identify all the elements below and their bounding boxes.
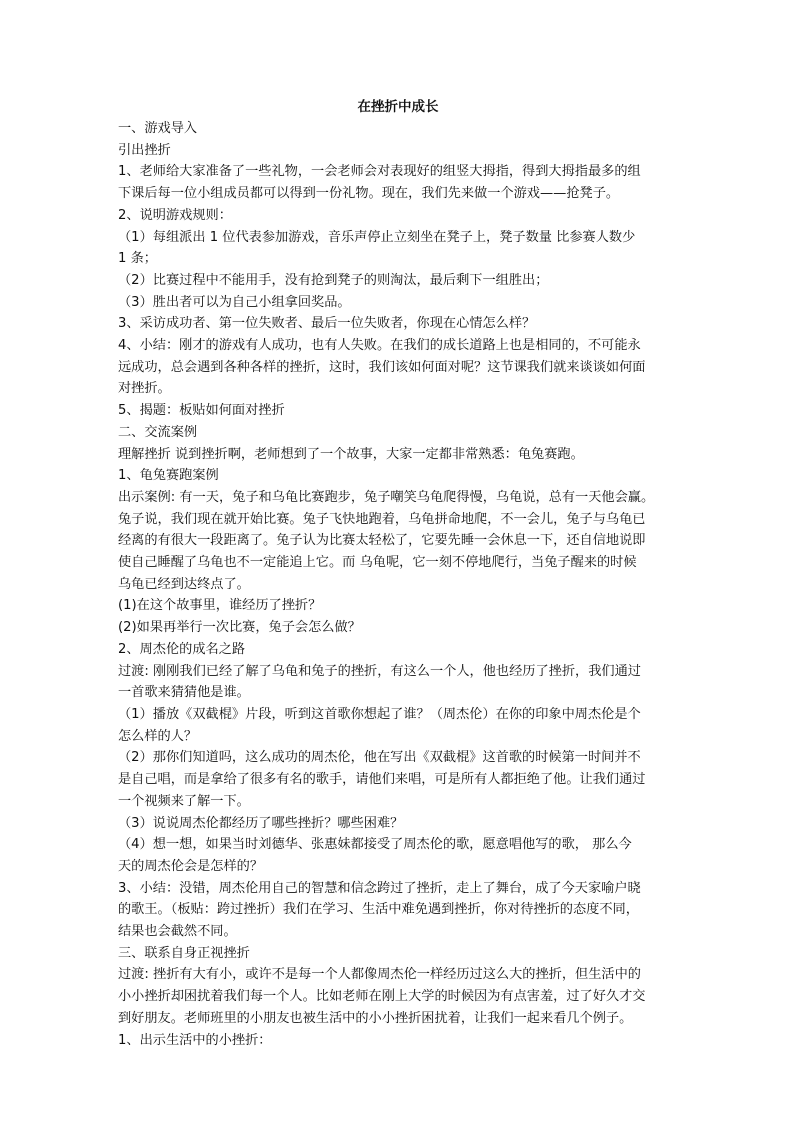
body-line: 过渡: 刚刚我们已经了解了乌龟和兔子的挫折，有这么一个人，他也经历了挫折，我们通过 bbox=[118, 663, 641, 679]
document-page bbox=[118, 96, 678, 1051]
body-line: 5、揭题：板贴如何面对挫折 bbox=[118, 403, 285, 419]
body-line: 一、游戏导入 bbox=[118, 121, 198, 136]
body-line: 2、周杰伦的成名之路 bbox=[118, 641, 246, 657]
body-line: 怎么样的人？ bbox=[118, 728, 198, 744]
body-line: 二、交流案例 bbox=[118, 424, 198, 440]
body-line: 一个视频来了解一下。 bbox=[118, 793, 250, 809]
body-line: 4、小结：刚才的游戏有人成功，也有人失败。在我们的成长道路上也是相同的，不可能永 bbox=[118, 338, 641, 354]
body-line: 兔子说，我们现在就开始比赛。兔子飞快地跑着，乌龟拼命地爬，不一会儿，兔子与乌龟已 bbox=[118, 511, 646, 527]
body-line: 小小挫折却困扰着我们每一个人。比如老师在刚上大学的时候因为有点害羞，过了好久才交 bbox=[118, 989, 646, 1005]
body-line: （2）那你们知道吗，这么成功的周杰伦，他在写出《双截棍》这首歌的时候第一时间并不 bbox=[118, 750, 641, 766]
body-line: （1）播放《双截棍》片段，听到这首歌你想起了谁？（周杰伦）在你的印象中周杰伦是个 bbox=[118, 706, 641, 722]
body-line: 1 条； bbox=[118, 251, 157, 267]
body-line: （3）胜出者可以为自己小组拿回奖品。 bbox=[118, 294, 351, 310]
body-line: 1、出示生活中的小挫折： bbox=[118, 1032, 272, 1048]
body-line: 对挫折。 bbox=[118, 381, 171, 397]
body-line: （2）比赛过程中不能用手，没有抢到凳子的则淘汰，最后剩下一组胜出； bbox=[118, 272, 549, 288]
body-line: 下课后每一位小组成员都可以得到一份礼物。现在，我们先来做一个游戏——抢凳子。 bbox=[118, 186, 620, 202]
body-line: （3）说说周杰伦都经历了哪些挫折？哪些困难？ bbox=[118, 815, 404, 831]
body-line: 结果也会截然不同。 bbox=[118, 924, 237, 940]
document-body bbox=[118, 118, 678, 1051]
body-line: 的歌王。（板贴：跨过挫折）我们在学习、生活中难免遇到挫折，你对待挫折的态度不同， bbox=[118, 902, 639, 918]
body-line: 理解挫折 说到挫折啊，老师想到了一个故事，大家一定都非常熟悉：龟兔赛跑。 bbox=[118, 446, 584, 462]
body-line: 1、老师给大家准备了一些礼物，一会老师会对表现好的组竖大拇指，得到大拇指最多的组 bbox=[118, 164, 641, 180]
body-line: 1、龟兔赛跑案例 bbox=[118, 468, 219, 484]
body-line: 是自己唱，而是拿给了很多有名的歌手，请他们来唱，可是所有人都拒绝了他。让我们通过 bbox=[118, 772, 646, 788]
body-line: 经离的有很大一段距离了。兔子认为比赛太轻松了，它要先睡一会休息一下，还自信地说即 bbox=[118, 533, 646, 549]
body-line: （4）想一想，如果当时刘德华、张惠妹都接受了周杰伦的歌，愿意唱他写的歌， 那么今 bbox=[118, 837, 632, 853]
body-line: 过渡: 挫折有大有小，或许不是每一个人都像周杰伦一样经历过这么大的挫折，但生活中的 bbox=[118, 967, 641, 983]
body-line: 3、采访成功者、第一位失败者、最后一位失败者，你现在心情怎么样？ bbox=[118, 316, 536, 332]
document-title: 在挫折中成长 bbox=[357, 99, 439, 115]
body-line: (1)在这个故事里，谁经历了挫折？ bbox=[118, 598, 322, 614]
body-line: 2、说明游戏规则： bbox=[118, 207, 232, 223]
body-line: 天的周杰伦会是怎样的？ bbox=[118, 858, 264, 874]
body-line: 3、小结：没错，周杰伦用自己的智慧和信念跨过了挫折，走上了舞台，成了今天家喻户晓 bbox=[118, 880, 641, 896]
body-line: 远成功，总会遇到各种各样的挫折，这时，我们该如何面对呢？这节课我们就来谈谈如何面 bbox=[118, 359, 646, 375]
body-line: 使自己睡醒了乌龟也不一定能追上它。而 乌龟呢，它一刻不停地爬行，当兔子醒来的时候 bbox=[118, 555, 637, 571]
body-line: （1）每组派出 1 位代表参加游戏，音乐声停止立刻坐在凳子上，凳子数量 比参赛人数少 bbox=[118, 229, 636, 245]
body-line: 出示案例: 有一天，兔子和乌龟比赛跑步，兔子嘲笑乌龟爬得慢，乌龟说，总有一天他会赢。 bbox=[118, 489, 655, 505]
body-line: 三、联系自身正视挫折 bbox=[118, 945, 250, 961]
body-line: (2)如果再举行一次比赛，兔子会怎么做？ bbox=[118, 620, 361, 636]
body-line: 到好朋友。老师班里的小朋友也被生活中的小小挫折困扰着，让我们一起来看几个例子。 bbox=[118, 1010, 633, 1026]
body-line: 一首歌来猜猜他是谁。 bbox=[118, 685, 250, 701]
body-line: 乌龟已经到达终点了。 bbox=[118, 576, 250, 592]
body-line: 引出挫折 bbox=[118, 142, 171, 158]
